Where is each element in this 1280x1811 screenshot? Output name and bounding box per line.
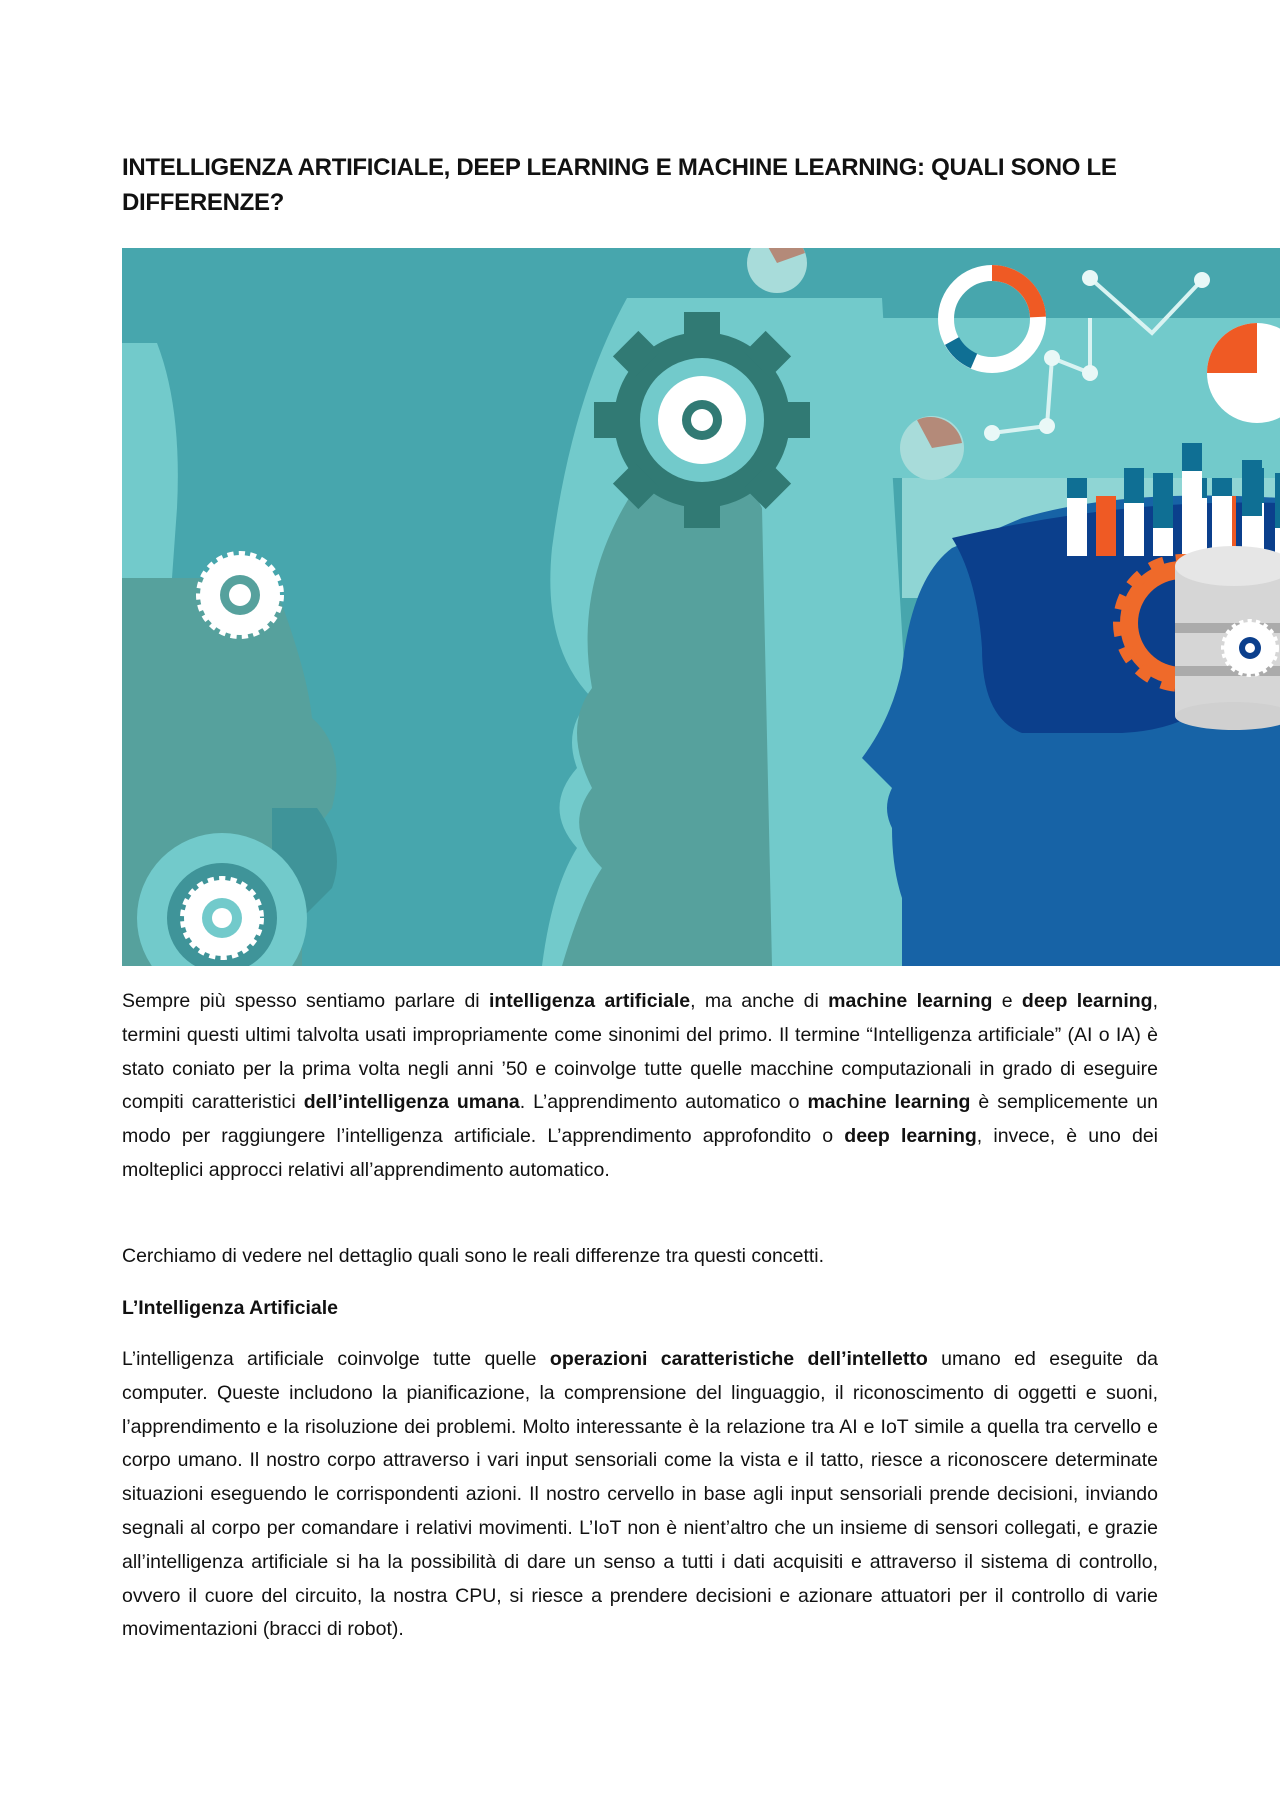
bold-term: deep learning bbox=[844, 1125, 977, 1148]
text-segment: , termini questi ultimi talvolta usati impropriamente come sinonimi del primo. Il termine “Intelligenza artificiale” (AI o IA) è stato coniato per la prima volta negli anni ’50 e coinvolge tutte quelle macchine computazionali in grado di eseguire compiti caratteristici bbox=[122, 990, 1159, 1114]
bold-term: intelligenza artificiale bbox=[488, 990, 691, 1012]
text-segment: umano ed eseguite da computer. Queste includono la pianificazione, la comprensione del linguaggio, il riconoscimento di oggetti e suoni, l’apprendimento e la risoluzione dei problemi. Molto interessante è la relazione tra AI e IoT simile a quella tra cervello e corpo umano. Il nostro corpo attraverso i vari input sensoriali come la vista e il tatto, riesce a riconoscere determinate situazioni eseguendo le corrispondenti azioni. Il nostro cervello in base agli input sensoriali prende decisioni, inviando segnali al corpo per comandare i relativi movimenti. L’IoT non è nient’altro che un insieme di sensori collegati, e grazie all’intelligenza artificiale si ha la possibilità di dare un senso a tutti i dati acquisiti e attraverso il sistema di controllo, ovvero il cuore del circuito, la nostra CPU, si riesce a prendere decisioni e azionare attuatori per il controllo di varie movimentazioni (bracci di robot). bbox=[122, 1348, 1159, 1641]
hero-illustration bbox=[122, 248, 1280, 966]
bold-term: dell’intelligenza umana bbox=[303, 1091, 520, 1114]
text-segment: Sempre più spesso sentiamo parlare di bbox=[122, 990, 489, 1012]
text-segment: e bbox=[992, 990, 1022, 1012]
bold-term: machine learning bbox=[828, 990, 993, 1012]
bold-term: operazioni caratteristiche dell’intelletto bbox=[549, 1348, 928, 1370]
text-segment: L’intelligenza artificiale coinvolge tutte quelle bbox=[122, 1348, 550, 1370]
intro-paragraph bbox=[122, 985, 1158, 1188]
text-segment: . L’apprendimento automatico o bbox=[519, 1091, 808, 1114]
text-segment: , invece, è uno dei molteplici approcci relativi all’apprendimento automatico. bbox=[122, 1125, 1158, 1181]
bold-term: deep learning bbox=[1021, 990, 1153, 1012]
text-segment: è semplicemente un modo per raggiungere l’intelligenza artificiale. L’apprendimento approfondito o bbox=[122, 1091, 1158, 1148]
transition-paragraph bbox=[122, 1240, 1158, 1274]
section-paragraph bbox=[122, 1343, 1158, 1647]
ai-heads-illustration bbox=[122, 248, 1280, 966]
text-segment: Cerchiamo di vedere nel dettaglio quali sono le reali differenze tra questi concetti. bbox=[122, 1245, 825, 1267]
section-heading: L’Intelligenza Artificiale bbox=[122, 1297, 338, 1319]
bold-term: machine learning bbox=[807, 1091, 971, 1114]
page-title: INTELLIGENZA ARTIFICIALE, DEEP LEARNING E MACHINE LEARNING: QUALI SONO LE DIFFERENZE? bbox=[122, 154, 1117, 216]
text-segment: , ma anche di bbox=[690, 990, 829, 1012]
